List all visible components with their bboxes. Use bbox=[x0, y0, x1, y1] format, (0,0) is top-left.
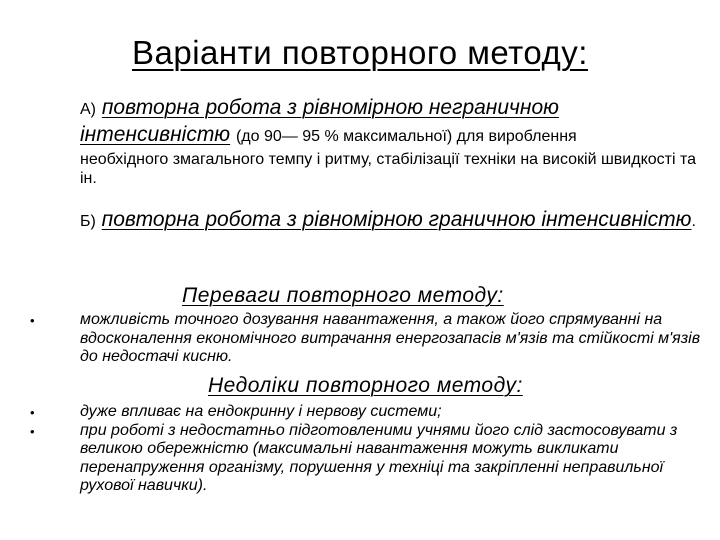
disadvantages-list bbox=[80, 403, 710, 496]
disadvantages-item-1: дуже впливає на ендокринну і нервову системи; bbox=[80, 403, 442, 420]
advantages-list bbox=[80, 311, 710, 367]
variant-b bbox=[80, 207, 705, 234]
variant-a bbox=[80, 95, 705, 188]
variant-b-emphasis: повторна робота з рівномірною граничною інтенсивністю bbox=[101, 208, 692, 231]
variant-a-lead bbox=[80, 95, 705, 149]
variant-a-emphasis: повторна робота з рівномірною неграничною інтенсивністю bbox=[80, 96, 559, 146]
disadvantages-bullet-2: • bbox=[30, 424, 35, 439]
disadvantages-item-2: при роботі з недостатньо підготовленими учнями його слід застосовувати з великою обережністю (максимальні навантаження можуть викликати перенапруження організму, порушення у техніці та закріпленні неправильної рухової навички). bbox=[80, 421, 678, 494]
variant-b-lead bbox=[80, 207, 705, 234]
variant-b-trailing: . bbox=[691, 213, 696, 230]
disadvantages-bullet-1: • bbox=[30, 405, 35, 420]
disadvantages-heading: Недоліки повторного методу: bbox=[208, 374, 523, 397]
advantages-heading: Переваги повторного методу: bbox=[182, 284, 504, 307]
variant-a-rest-block: необхідного змагального темпу і ритму, стабілізації техніки на високій швидкості та ін. bbox=[80, 151, 697, 187]
advantages-item-1: можливість точного дозування навантаження, а також його спрямуванні на вдосконалення економічного витрачання енергозапасів м'язів та стійкості м'язів до недостачі кисню. bbox=[80, 311, 701, 365]
variant-b-tag: Б) bbox=[80, 213, 96, 230]
slide-title: Варіанти повторного методу: bbox=[132, 34, 588, 71]
variant-a-tag: А) bbox=[80, 101, 96, 118]
variant-a-rest-inline: (до 90— 95 % максимальної) для вироблення bbox=[235, 128, 577, 145]
advantages-bullet-1: • bbox=[30, 313, 35, 328]
